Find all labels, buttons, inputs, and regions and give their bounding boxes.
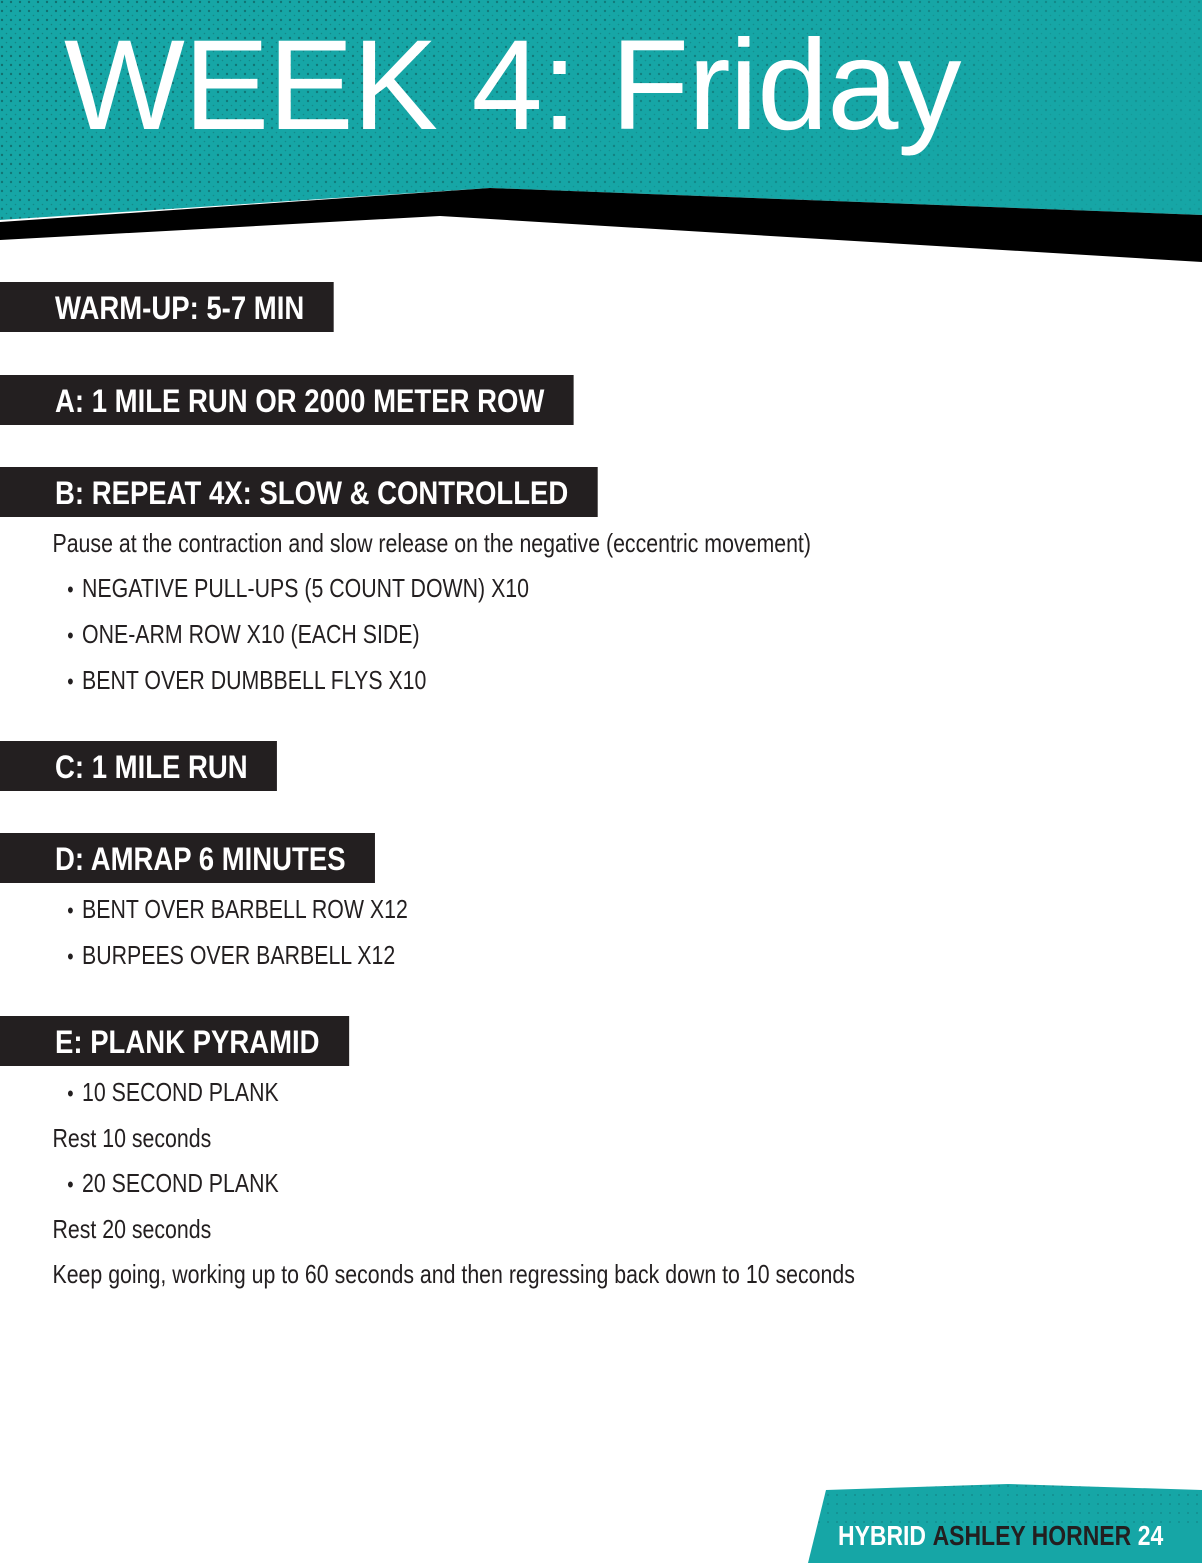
footer-text [838,1520,1163,1552]
section-b-note: Pause at the contraction and slow release on the negative (eccentric movement) [52,528,811,558]
closing-note: Keep going, working up to 60 seconds and then regressing back down to 10 seconds [52,1259,855,1289]
page-number: 24 [1137,1520,1164,1551]
list-item: • BENT OVER BARBELL ROW X12 [0,887,986,933]
footer [808,1484,1202,1563]
list-item: • 10 SECOND PLANK [0,1070,986,1116]
rest-note-2: Rest 20 seconds [52,1214,212,1244]
section-heading-e: E: PLANK PYRAMID [0,1016,349,1066]
section-c [0,741,1202,791]
bullet-icon: • [67,898,74,923]
bullet-icon: • [67,577,74,602]
section-heading-b: B: REPEAT 4X: SLOW & CONTROLLED [0,467,597,517]
section-e [0,1016,1202,1297]
list-item: • 20 SECOND PLANK [0,1161,986,1207]
bullet-icon: • [67,669,74,694]
section-heading-d: D: AMRAP 6 MINUTES [0,833,375,883]
section-heading-a: A: 1 MILE RUN OR 2000 METER ROW [0,375,574,425]
list-item: • BURPEES OVER BARBELL X12 [0,933,986,979]
footer-brand: HYBRID [838,1520,927,1551]
section-e-list-2 [0,1161,1202,1207]
rest-note-1: Rest 10 seconds [52,1123,212,1153]
section-d-list [0,887,1202,979]
section-a [0,375,1202,425]
header-banner [0,0,1202,270]
page-title: WEEK 4: Friday [64,14,961,157]
bullet-icon: • [67,623,74,648]
section-e-list-1 [0,1070,1202,1116]
section-b [0,467,1202,704]
section-heading-warmup: WARM-UP: 5-7 MIN [0,282,333,332]
list-item: • ONE-ARM ROW X10 (EACH SIDE) [0,612,986,658]
list-item: • BENT OVER DUMBBELL FLYS X10 [0,658,986,704]
section-heading-c: C: 1 MILE RUN [0,741,277,791]
list-item: • NEGATIVE PULL-UPS (5 COUNT DOWN) X10 [0,566,986,612]
section-d [0,833,1202,979]
bullet-icon: • [67,1081,74,1106]
bullet-icon: • [67,1172,74,1197]
footer-author: ASHLEY HORNER [932,1520,1132,1551]
bullet-icon: • [67,944,74,969]
section-b-list [0,566,1202,704]
section-warmup [0,282,1202,332]
